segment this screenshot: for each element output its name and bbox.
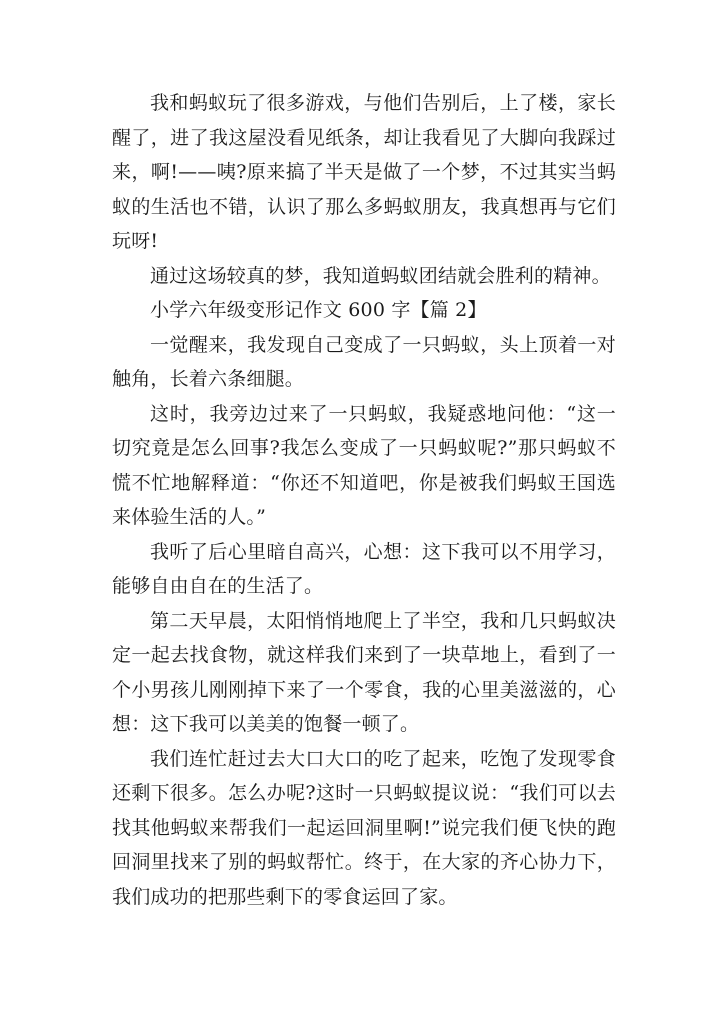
article-body — [112, 86, 616, 914]
paragraph-1: 我和蚂蚁玩了很多游戏，与他们告别后，上了楼，家长醒了，进了我这屋没看见纸条，却让我看见了大脚向我踩过来，啊!——咦?原来搞了半天是做了一个梦，不过其实当蚂蚁的生活也不错，认识了那么多蚂蚁朋友，我真想再与它们玩呀! — [112, 92, 616, 252]
paragraph-4: 这时，我旁边过来了一只蚂蚁，我疑惑地问他：“这一切究竟是怎么回事?我怎么变成了一只蚂蚁呢?”那只蚂蚁不慌不忙地解释道：“你还不知道吧，你是被我们蚂蚁王国选来体验生活的人。” — [112, 402, 616, 528]
section-heading: 小学六年级变形记作文 600 字【篇 2】 — [150, 299, 487, 321]
paragraph-5: 我听了后心里暗自高兴，心想：这下我可以不用学习，能够自由自在的生活了。 — [112, 540, 616, 597]
paragraph-3: 一觉醒来，我发现自己变成了一只蚂蚁，头上顶着一对触角，长着六条细腿。 — [112, 333, 616, 390]
paragraph-7: 我们连忙赶过去大口大口的吃了起来，吃饱了发现零食还剩下很多。怎么办呢?这时一只蚂蚁提议说：“我们可以去找其他蚂蚁来帮我们一起运回洞里啊!”说完我们便飞快的跑回洞里找来了别的蚂蚁帮忙。终于，在大家的齐心协力下，我们成功的把那些剩下的零食运回了家。 — [112, 747, 616, 908]
paragraph-6: 第二天早晨，太阳悄悄地爬上了半空，我和几只蚂蚁决定一起去找食物，就这样我们来到了一块草地上，看到了一个小男孩儿刚刚掉下来了一个零食，我的心里美滋滋的，心想：这下我可以美美的饱餐一顿了。 — [112, 609, 616, 735]
paragraph-2: 通过这场较真的梦，我知道蚂蚁团结就会胜利的精神。 — [150, 264, 611, 287]
